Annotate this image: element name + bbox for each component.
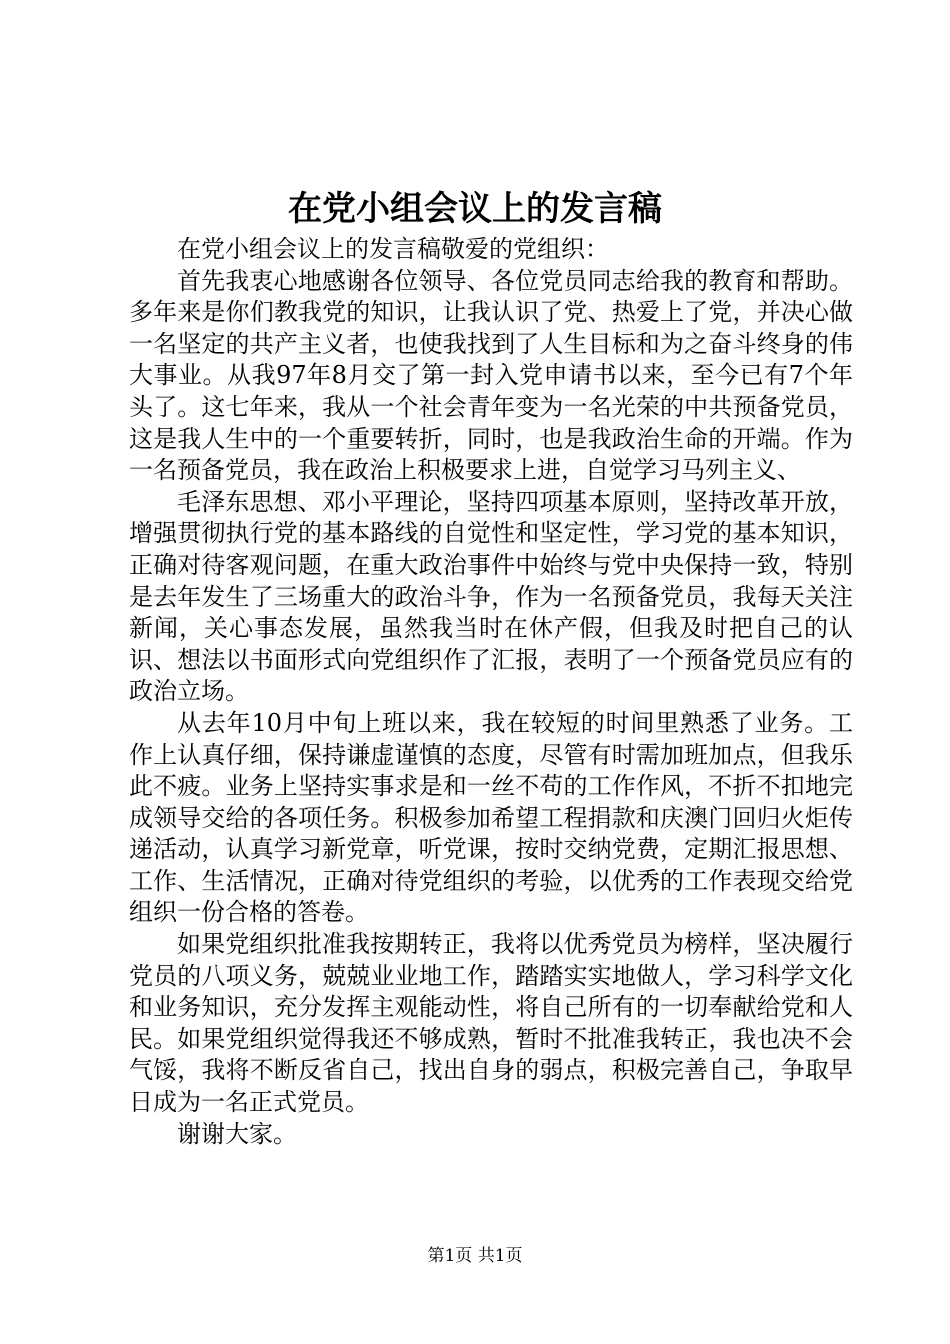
page-footer xyxy=(0,1244,950,1268)
page-total: 共1页 xyxy=(477,1246,523,1266)
body-paragraph-work: 从去年10月中旬上班以来，我在较短的时间里熟悉了业务。工作上认真仔细，保持谦虚谨慎的态度，尽管有时需加班加点，但我乐此不疲。业务上坚持实事求是和一丝不苟的工作作风，不折不扣地完成领导交给的各项任务。积极参加希望工程捐款和庆澳门回归火炬传递活动，认真学习新党章，听党课，按时交纳党费，定期汇报思想、工作、生活情况，正确对待党组织的考验，以优秀的工作表现交给党组织一份合格的答卷。 xyxy=(129,708,853,927)
document-title: 在党小组会议上的发言稿 xyxy=(288,189,662,229)
body-paragraph-theory: 毛泽东思想、邓小平理论，坚持四项基本原则，坚持改革开放，增强贯彻执行党的基本路线的自觉性和坚定性，学习党的基本知识，正确对待客观问题，在重大政治事件中始终与党中央保持一致，特别是去年发生了三场重大的政治斗争，作为一名预备党员，我每天关注新闻，关心事态发展，虽然我当时在休产假，但我及时把自己的认识、想法以书面形式向党组织作了汇报，表明了一个预备党员应有的政治立场。 xyxy=(129,487,853,706)
closing-paragraph: 谢谢大家。 xyxy=(177,1119,297,1148)
document-body xyxy=(129,234,853,1150)
body-paragraph-gratitude: 首先我衷心地感谢各位领导、各位党员同志给我的教育和帮助。多年来是你们教我党的知识，让我认识了党、热爱上了党，并决心做一名坚定的共产主义者，也使我找到了人生目标和为之奋斗终身的伟大事业。从我97年8月交了第一封入党申请书以来，至今已有7个年头了。这七年来，我从一个社会青年变为一名光荣的中共预备党员，这是我人生中的一个重要转折，同时，也是我政治生命的开端。作为一名预备党员，我在政治上积极要求上进，自觉学习马列主义、 xyxy=(129,266,853,485)
body-paragraph-commitment: 如果党组织批准我按期转正，我将以优秀党员为榜样，坚决履行党员的八项义务，兢兢业业地工作，踏踏实实地做人，学习科学文化和业务知识，充分发挥主观能动性，将自己所有的一切奉献给党和人民。如果党组织觉得我还不够成熟，暂时不批准我转正，我也决不会气馁，我将不断反省自己，找出自身的弱点，积极完善自己，争取早日成为一名正式党员。 xyxy=(129,930,853,1117)
salutation-paragraph: 在党小组会议上的发言稿敬爱的党组织： xyxy=(177,235,609,263)
page-number: 第1页 xyxy=(427,1246,473,1266)
